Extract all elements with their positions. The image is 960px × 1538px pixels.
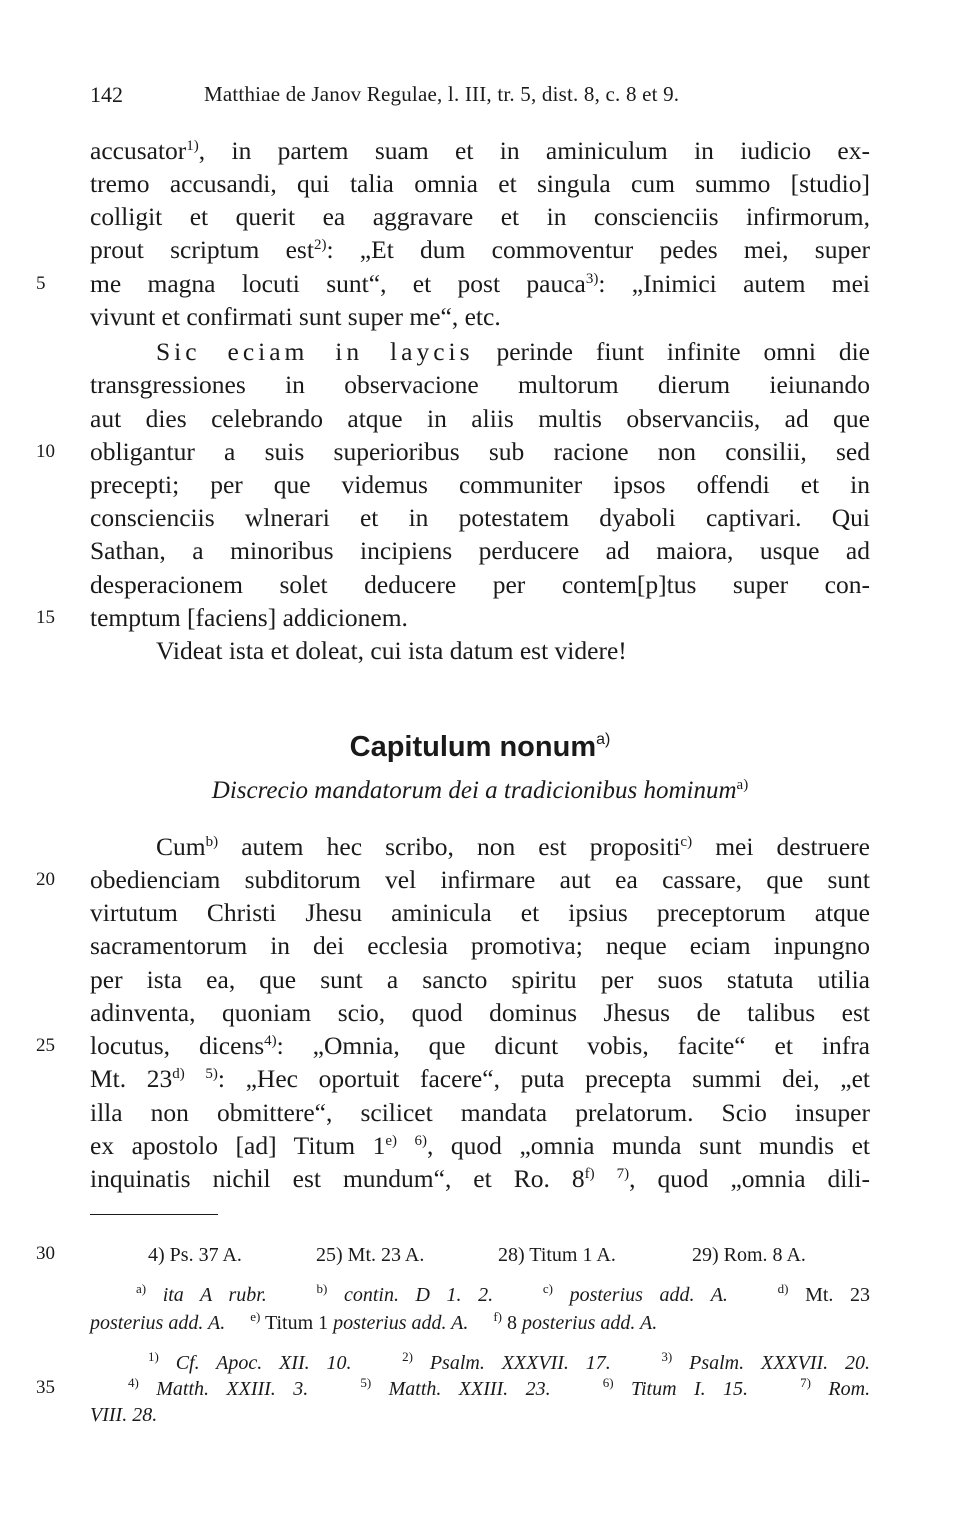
footnotes-sources: VIII. 28. <box>90 1404 158 1426</box>
text-line: locutus, dicens$^{4)}$: „Omnia, que dicunt vobis, facite“ et infra <box>90 1031 871 1060</box>
footnotes-apparatus: posterius add. A. $^{e)}$ Titum 1 posterius add. A. $^{f)}$ 8 posterius add. A. <box>90 1309 658 1334</box>
footnote-variant: 29) Rom. 8 A. <box>692 1244 806 1266</box>
text-line: adinventa, quoniam scio, quod dominus Jhesus de talibus est <box>90 998 870 1027</box>
text-line: precepti; per que videmus communiter ipsos offendi et in <box>90 470 870 499</box>
text-line: obedienciam subditorum vel infirmare aut ea cassare, que sunt <box>90 865 870 894</box>
text-line: per ista ea, que sunt a sancto spiritu per suos statuta utilia <box>90 965 870 994</box>
text-line: sacramentorum in dei ecclesia promotiva; neque eciam inpungno <box>90 931 870 960</box>
text-line: Mt. 23$^{d)}$ $^{5)}$: „Hec oportuit facere“, puta precepta summi dei, „et <box>90 1064 871 1093</box>
text-line: me magna locuti sunt“, et post pauca$^{3)}$: „Inimici autem mei <box>90 269 870 298</box>
running-title: Matthiae de Janov Regulae, l. III, tr. 5, dist. 8, c. 8 et 9. <box>204 82 680 106</box>
line-number: 20 <box>36 869 55 890</box>
line-number: 35 <box>36 1377 55 1398</box>
line-number: 25 <box>36 1035 55 1056</box>
text-line: Sathan, a minoribus incipiens perducere ad maiora, usque ad <box>90 536 870 565</box>
text-line: conscienciis wlnerari et in potestatem dyaboli captivari. Qui <box>90 503 870 532</box>
text-line: prout scriptum est$^{2)}$: „Et dum commoventur pedes mei, super <box>90 235 871 264</box>
footnotes-apparatus: $^{a)}$ ita A rubr. $^{b)}$ contin. D 1. 2. $^{c)}$ posterius add. A. $^{d)}$ Mt. 23 <box>136 1281 870 1306</box>
text-line: desperacionem solet deducere per contem[p]tus super con- <box>90 570 870 599</box>
footnote-divider <box>90 1214 218 1215</box>
footnotes-sources: $^{4)}$ Matth. XXIII. 3. $^{5)}$ Matth. XXIII. 23. $^{6)}$ Titum I. 15. $^{7)}$ Rom. <box>128 1375 871 1400</box>
text-line: Videat ista et doleat, cui ista datum est videre! <box>156 636 627 665</box>
text-line: ex apostolo [ad] Titum 1$^{e)}$ $^{6)}$, quod „omnia munda sunt mundis et <box>90 1131 870 1160</box>
footnote-variant: 4) Ps. 37 A. <box>148 1244 242 1266</box>
text-line: accusator$^{1)}$, in partem suam et in aminiculum in iudicio ex- <box>90 136 870 165</box>
footnotes-variants <box>90 1240 870 1270</box>
text-line: obligantur a suis superioribus sub racione non consilii, sed <box>90 437 870 466</box>
text-line: colligit et querit ea aggravare et in conscienciis infirmorum, <box>90 202 870 231</box>
running-header <box>90 82 870 112</box>
text-line: aut dies celebrando atque in aliis multis observanciis, ad que <box>90 404 870 433</box>
text-line: temptum [faciens] addicionem. <box>90 603 408 632</box>
text-line: Sic eciam in laycis perinde fiunt infinite omni die <box>156 337 870 366</box>
line-number: 30 <box>36 1243 55 1264</box>
chapter-subtitle: Discrecio mandatorum dei a tradicionibus hominum$^{a)}$ <box>211 777 749 804</box>
chapter-title: Capitulum nonum$^{a)}$ <box>349 731 611 763</box>
text-line: inquinatis nichil est mundum“, et Ro. 8$^{f)}$ $^{7)}$, quod „omnia dili- <box>90 1164 870 1193</box>
text-line: illa non obmittere“, scilicet mandata prelatorum. Scio insuper <box>90 1098 870 1127</box>
text-line: tremo accusandi, qui talia omnia et singula cum summo [studio] <box>90 169 870 198</box>
text-line: vivunt et confirmati sunt super me“, etc. <box>90 302 501 331</box>
line-number: 10 <box>36 441 55 462</box>
line-number: 15 <box>36 607 55 628</box>
page-number: 142 <box>90 82 123 107</box>
text-line: virtutum Christi Jhesu aminicula et ipsius preceptorum atque <box>90 898 870 927</box>
line-number: 5 <box>36 273 46 294</box>
text-line: Cum$^{b)}$ autem hec scribo, non est propositi$^{c)}$ mei destruere <box>156 832 870 861</box>
footnotes-sources: $^{1)}$ Cf. Apoc. XII. 10. $^{2)}$ Psalm. XXXVII. 17. $^{3)}$ Psalm. XXXVII. 20. <box>148 1349 871 1374</box>
footnote-variant: 25) Mt. 23 A. <box>316 1244 425 1266</box>
text-line: transgressiones in observacione multorum dierum ieiunando <box>90 370 870 399</box>
footnote-variant: 28) Titum 1 A. <box>498 1244 616 1266</box>
